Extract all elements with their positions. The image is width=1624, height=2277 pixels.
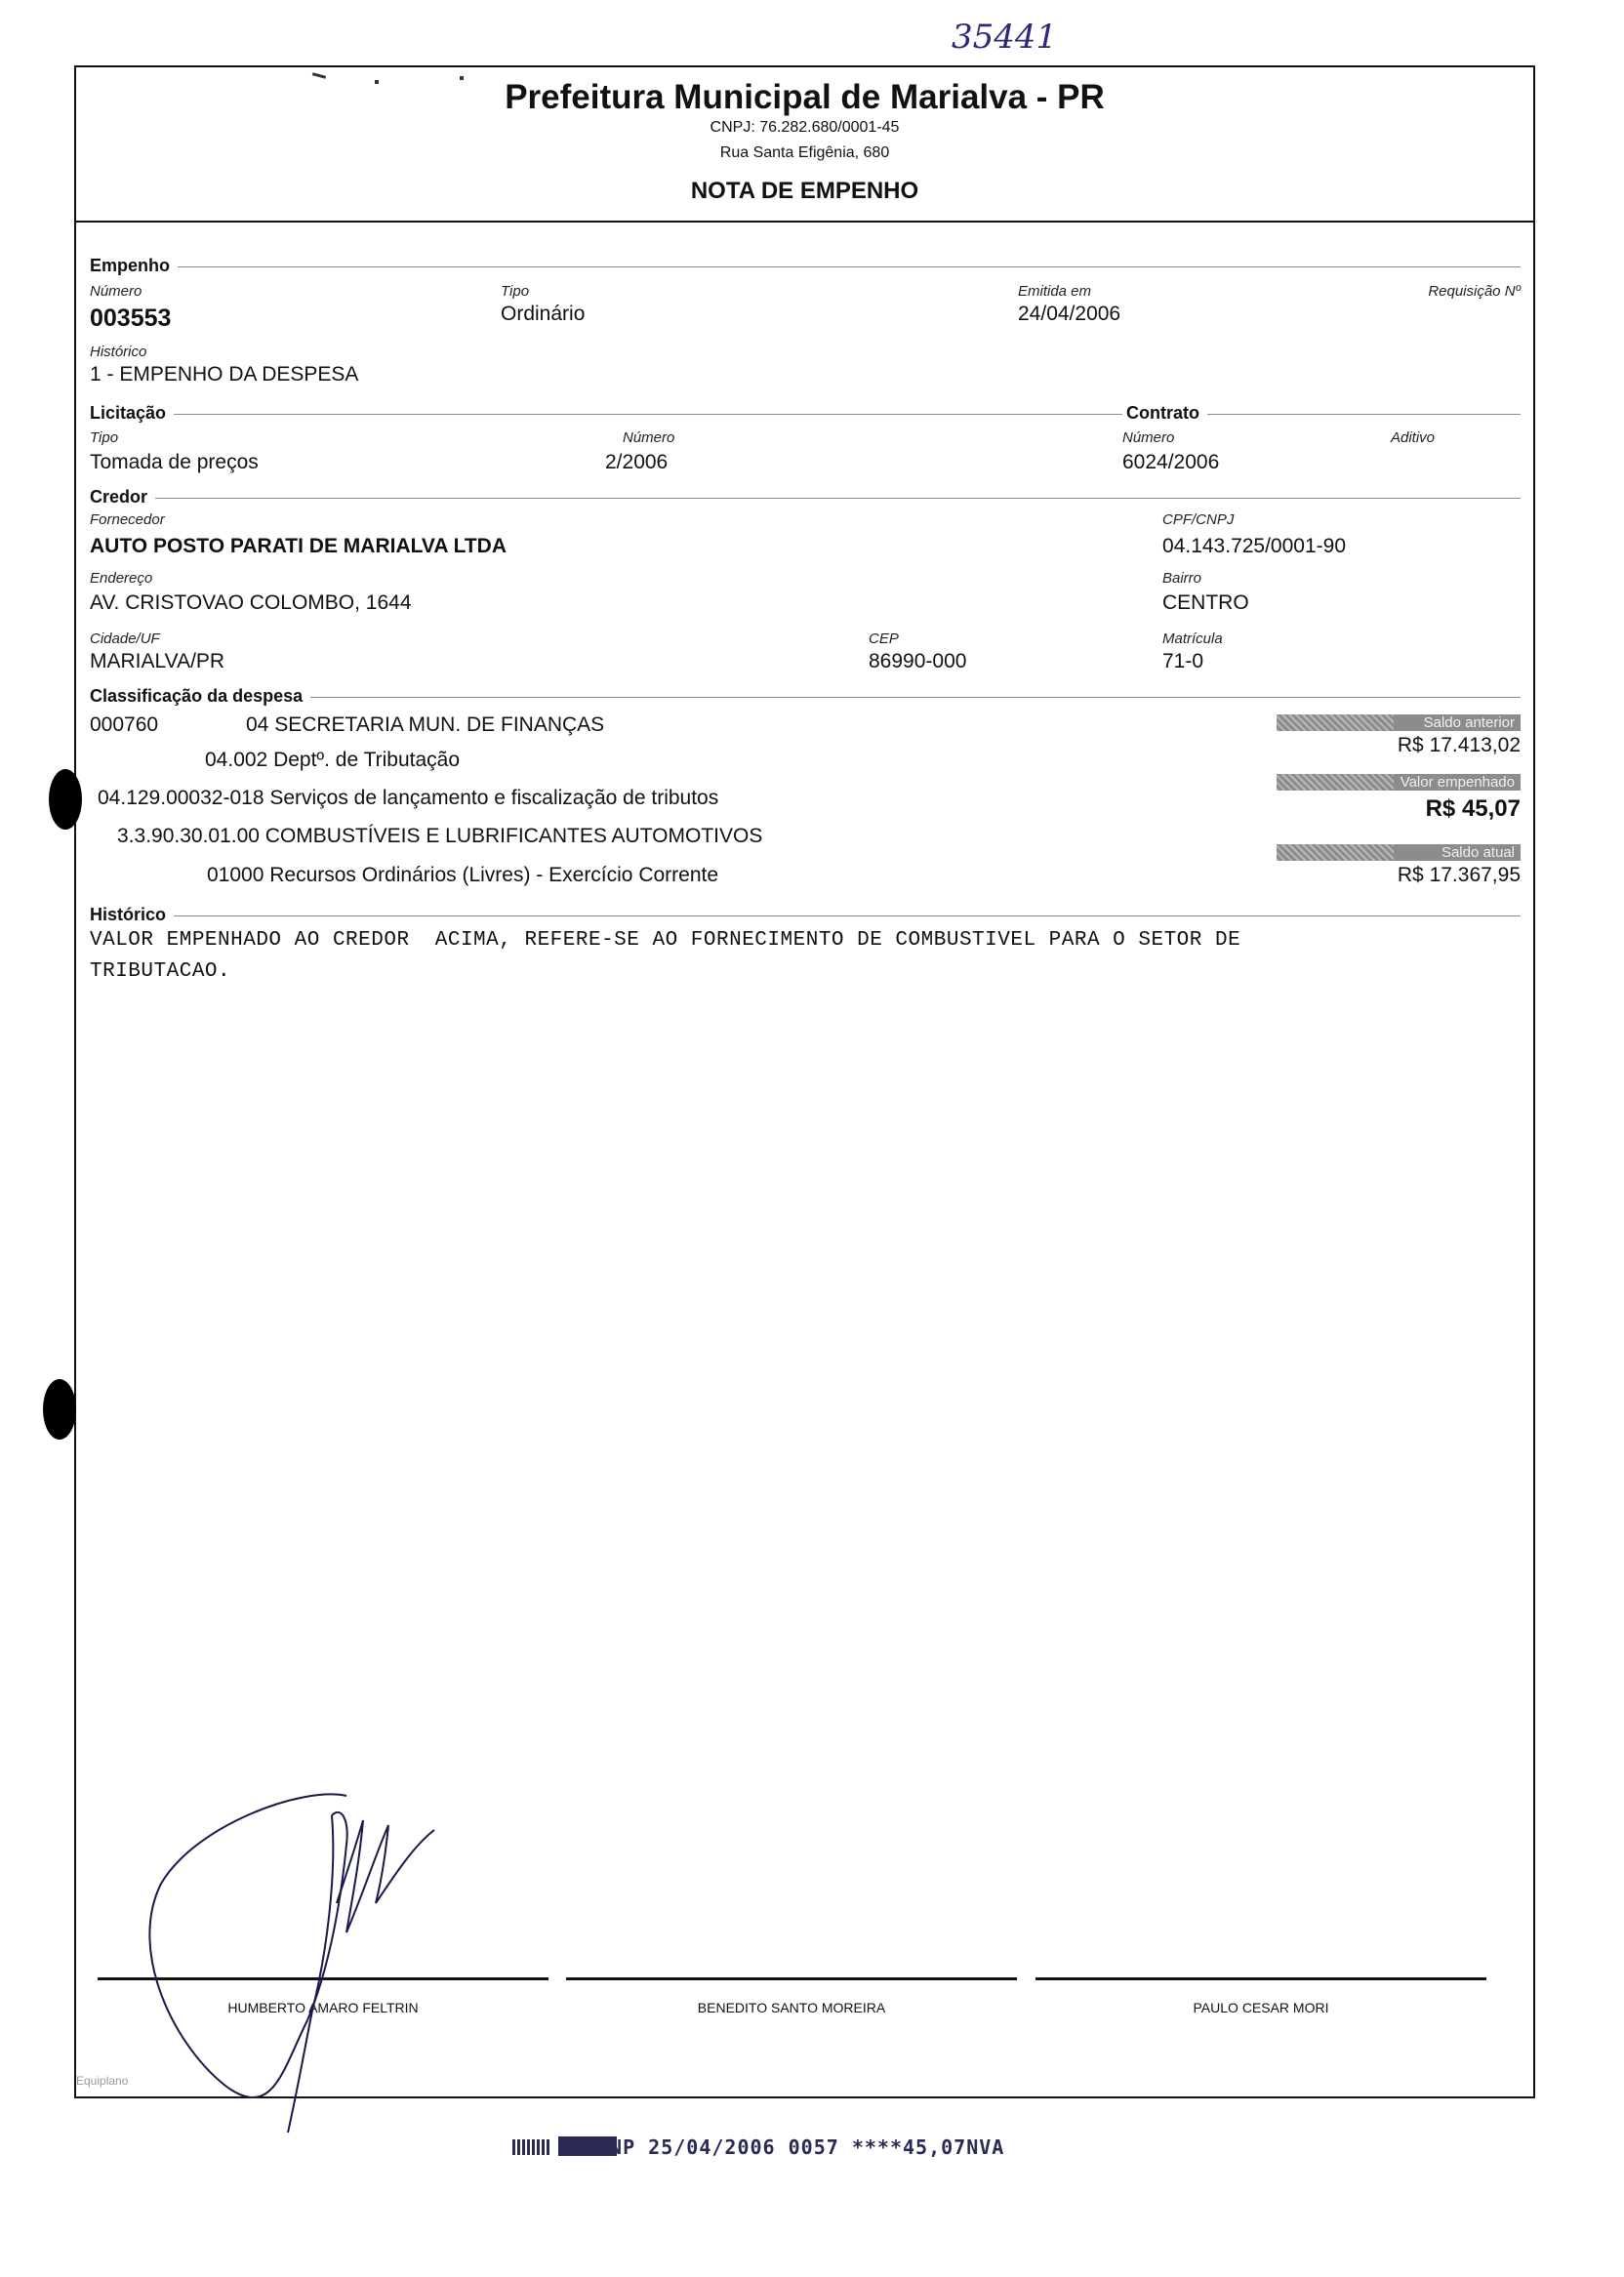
- emitida-date: 24/04/2006: [1018, 303, 1121, 325]
- section-rule: [90, 266, 1521, 267]
- valor-empenhado-badge: Valor empenhado: [1277, 774, 1521, 791]
- signatory-name-1: HUMBERTO AMARO FELTRIN: [227, 2000, 419, 2015]
- software-watermark: Equiplano: [76, 2074, 129, 2088]
- signature-line: [1035, 1977, 1486, 1980]
- classificacao-orgao: 04 SECRETARIA MUN. DE FINANÇAS: [246, 713, 605, 736]
- section-licitacao-heading: Licitação: [90, 403, 174, 424]
- section-rule: [90, 498, 1521, 499]
- classificacao-recurso: 01000 Recursos Ordinários (Livres) - Exercício Corrente: [207, 864, 719, 886]
- credor-matricula: 71-0: [1162, 650, 1204, 672]
- credor-cnpj: 04.143.725/0001-90: [1162, 535, 1347, 557]
- empenho-historico: 1 - EMPENHO DA DESPESA: [90, 363, 359, 386]
- section-rule: [90, 915, 1521, 916]
- header-divider: [74, 221, 1535, 223]
- header-cnpj: CNPJ: 76.282.680/0001-45: [710, 119, 900, 136]
- cidade-label: Cidade/UF: [90, 630, 160, 647]
- punch-hole: [49, 769, 82, 830]
- punch-hole: [43, 1379, 76, 1440]
- licitacao-tipo-label: Tipo: [90, 429, 119, 446]
- empenho-numero-label: Número: [90, 283, 142, 300]
- handwritten-signature: [137, 1728, 459, 2137]
- section-historico-heading: Histórico: [90, 905, 174, 925]
- saldo-anterior-value: R$ 17.413,02: [1397, 734, 1521, 756]
- matricula-label: Matrícula: [1162, 630, 1223, 647]
- fornecedor-name: AUTO POSTO PARATI DE MARIALVA LTDA: [90, 535, 507, 557]
- empenho-tipo-label: Tipo: [501, 283, 530, 300]
- credor-bairro: CENTRO: [1162, 591, 1249, 614]
- section-credor-heading: Credor: [90, 487, 155, 508]
- bairro-label: Bairro: [1162, 570, 1202, 587]
- empenho-tipo: Ordinário: [501, 303, 586, 325]
- credor-endereco: AV. CRISTOVAO COLOMBO, 1644: [90, 591, 412, 614]
- contrato-numero-label: Número: [1122, 429, 1175, 446]
- classificacao-elemento: 3.3.90.30.01.00 COMBUSTÍVEIS E LUBRIFICANTES AUTOMOTIVOS: [117, 825, 763, 847]
- historico-text-line1: VALOR EMPENHADO AO CREDOR ACIMA, REFERE-SE AO FORNECIMENTO DE COMBUSTIVEL PARA O SETOR DE: [90, 929, 1241, 952]
- empenho-numero: 003553: [90, 305, 172, 332]
- endereco-label: Endereço: [90, 570, 153, 587]
- saldo-atual-badge: Saldo atual: [1277, 844, 1521, 861]
- handwritten-page-number: 35441: [952, 18, 1058, 57]
- cnpj-label: CPF/CNPJ: [1162, 511, 1235, 528]
- historico-text-line2: TRIBUTACAO.: [90, 960, 231, 983]
- signatory-name-2: BENEDITO SANTO MOREIRA: [697, 2000, 886, 2015]
- empenho-historico-label: Histórico: [90, 344, 147, 360]
- valor-empenhado-value: R$ 45,07: [1425, 795, 1521, 822]
- barcode-mark: [512, 2139, 551, 2155]
- classificacao-codigo: 000760: [90, 713, 159, 736]
- saldo-anterior-badge: Saldo anterior: [1277, 714, 1521, 731]
- licitacao-numero-label: Número: [623, 429, 675, 446]
- emitida-label: Emitida em: [1018, 283, 1092, 300]
- contrato-numero: 6024/2006: [1122, 451, 1220, 473]
- section-empenho-heading: Empenho: [90, 256, 178, 276]
- cep-label: CEP: [869, 630, 899, 647]
- requisicao-label: Requisição Nº: [1428, 283, 1521, 300]
- section-contrato-heading: Contrato: [1122, 403, 1207, 424]
- saldo-atual-value: R$ 17.367,95: [1397, 864, 1521, 886]
- document-type-title: NOTA DE EMPENHO: [690, 178, 919, 204]
- licitacao-numero: 2/2006: [605, 451, 669, 473]
- processing-stamp: ENP 25/04/2006 0057 ****45,07NVA: [597, 2135, 1005, 2159]
- section-rule: [90, 414, 1521, 415]
- credor-cep: 86990-000: [869, 650, 967, 672]
- signature-line: [566, 1977, 1017, 1980]
- credor-cidade: MARIALVA/PR: [90, 650, 225, 672]
- signatory-name-3: PAULO CESAR MORI: [1193, 2000, 1329, 2015]
- fornecedor-label: Fornecedor: [90, 511, 165, 528]
- classificacao-funcional: 04.129.00032-018 Serviços de lançamento e fiscalização de tributos: [98, 787, 719, 809]
- section-classificacao-heading: Classificação da despesa: [90, 686, 310, 707]
- aditivo-label: Aditivo: [1391, 429, 1436, 446]
- licitacao-tipo: Tomada de preços: [90, 451, 259, 473]
- page-title: Prefeitura Municipal de Marialva - PR: [505, 78, 1105, 116]
- classificacao-unidade: 04.002 Deptº. de Tributação: [205, 749, 461, 771]
- header-address: Rua Santa Efigênia, 680: [719, 144, 890, 161]
